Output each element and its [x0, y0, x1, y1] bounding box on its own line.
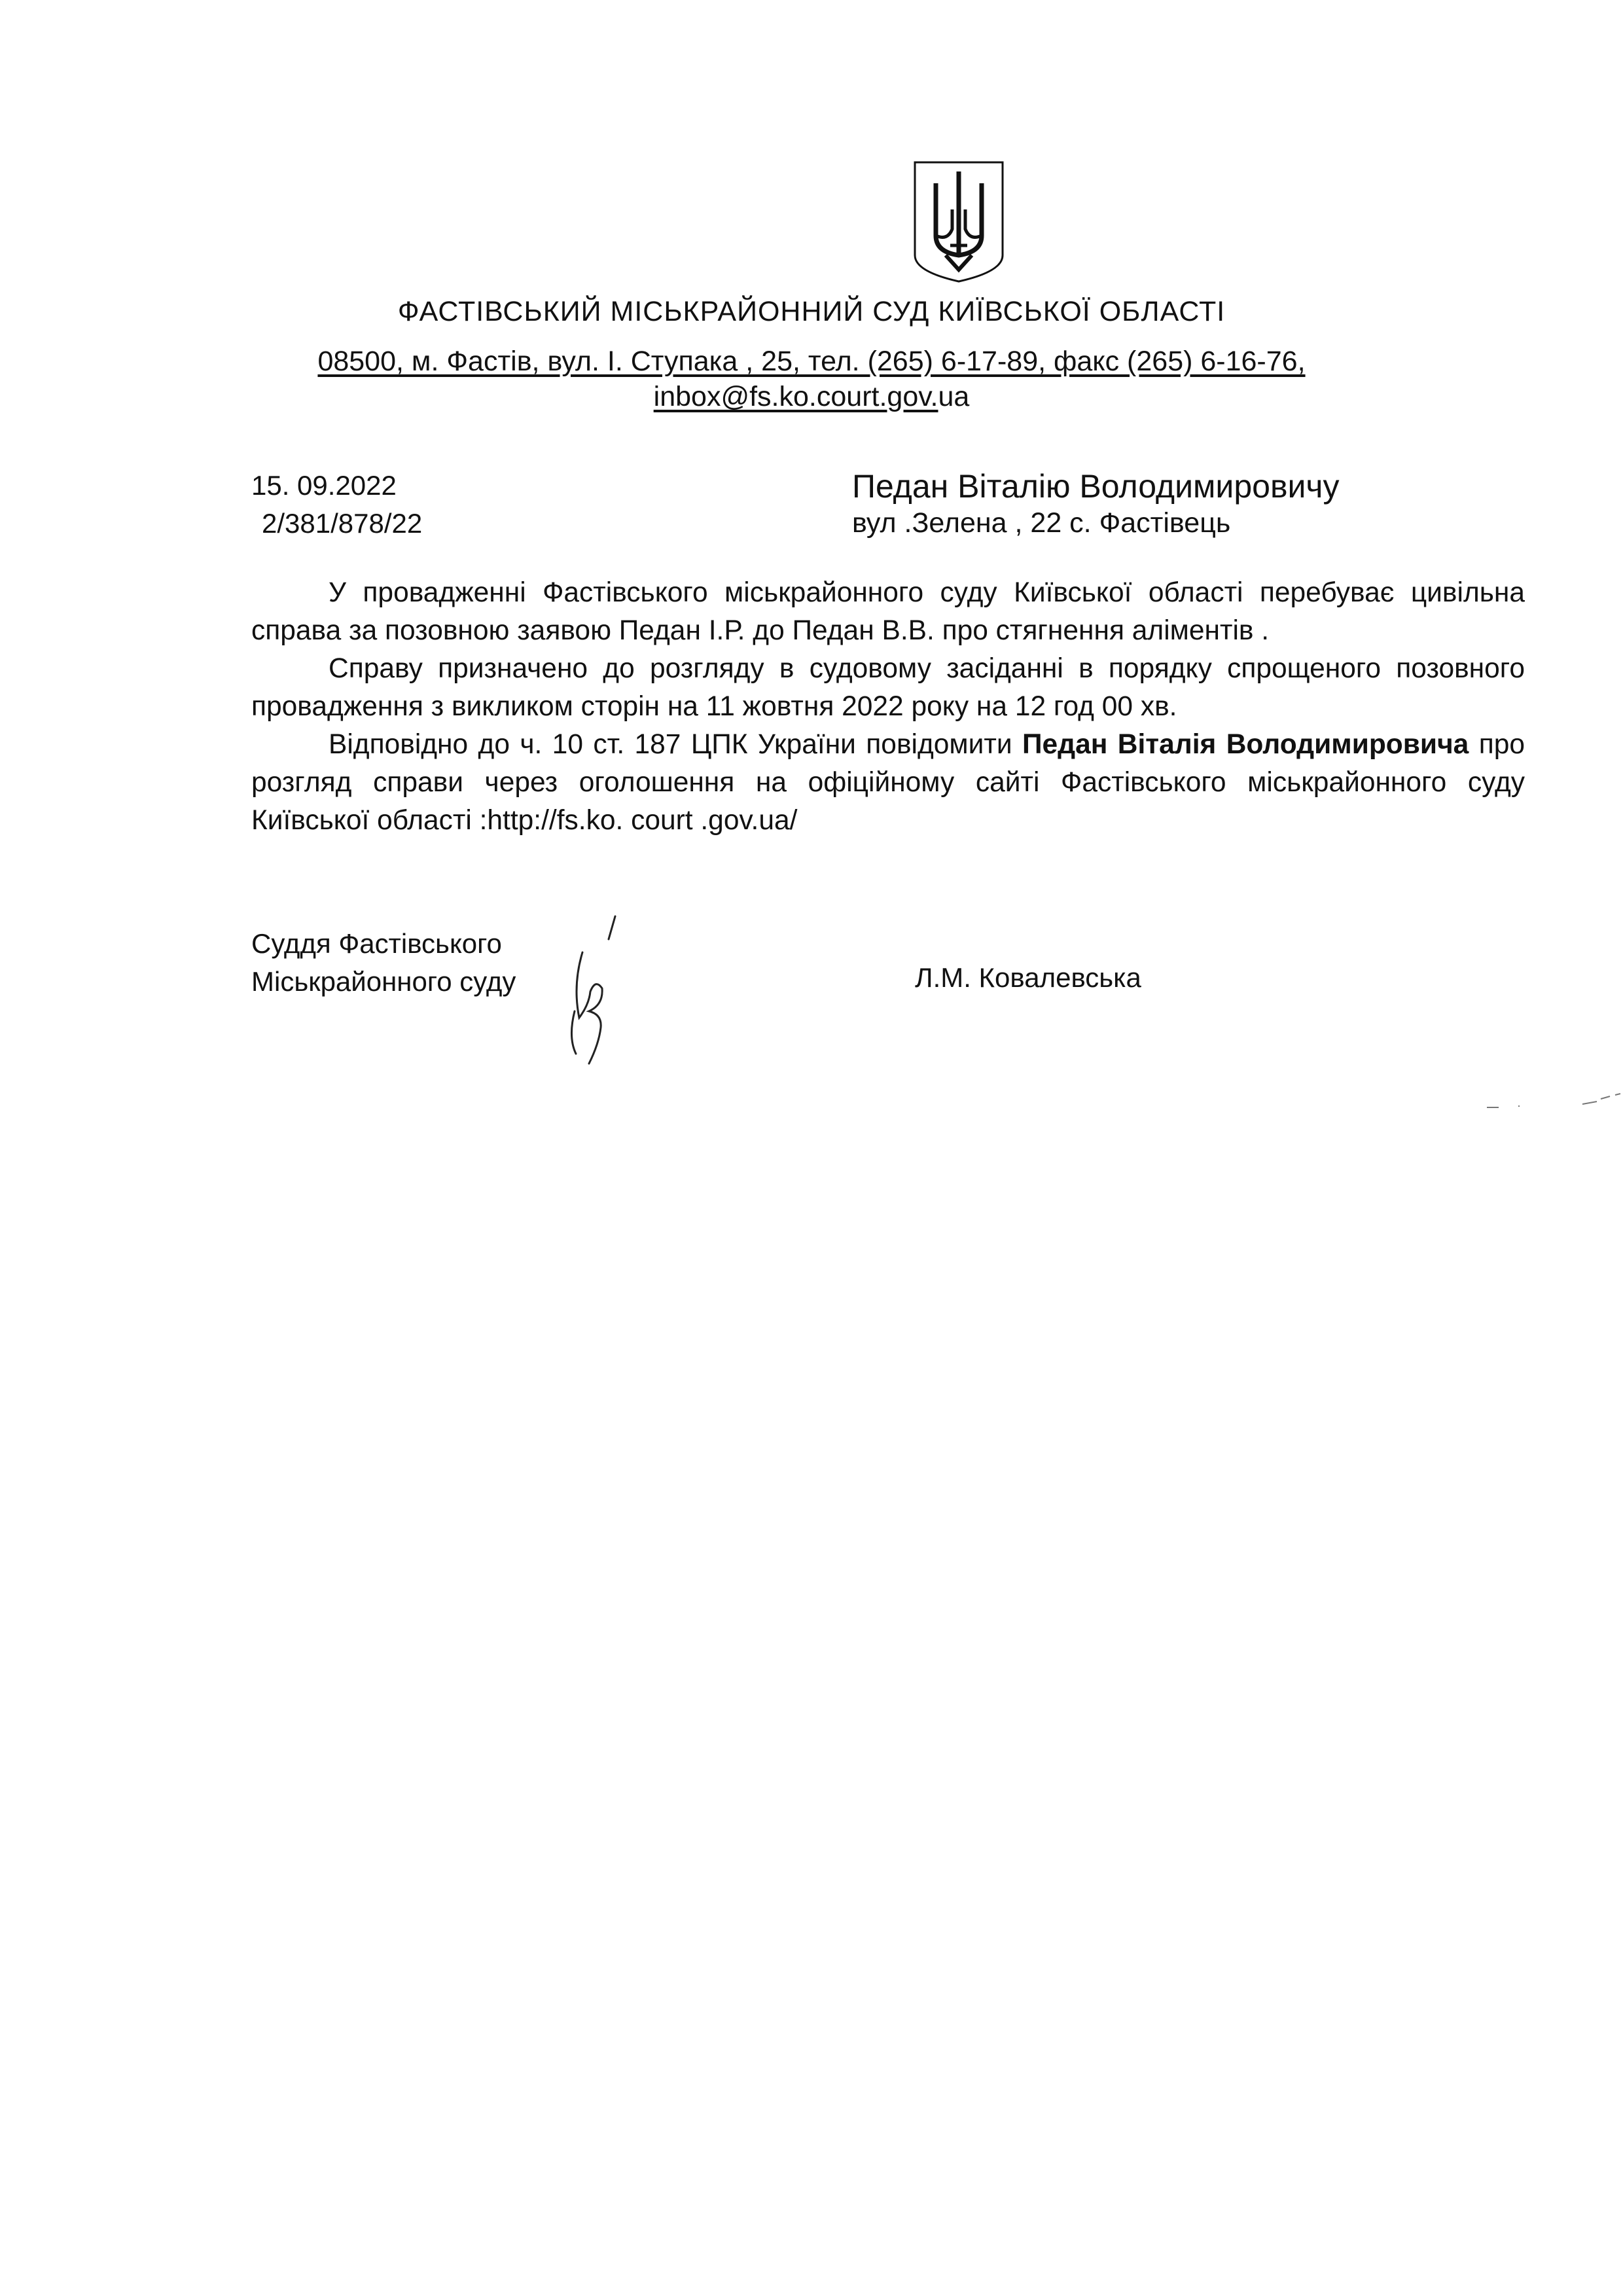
letter-body	[251, 574, 1525, 840]
judge-name: Л.М. Ковалевська	[915, 962, 1141, 993]
court-email-line	[0, 381, 1623, 413]
court-email-tail: ua	[938, 381, 970, 412]
handwritten-signature	[543, 913, 635, 1067]
trident-emblem-icon	[910, 157, 1008, 285]
court-address-line	[0, 346, 1623, 378]
court-address: 08500, м. Фастів, вул. І. Ступака , 25, тел. (265) 6-17-89, факс (265) 6-16-76,	[317, 346, 1306, 377]
document-date: 15. 09.2022	[251, 470, 397, 501]
signature-title-line-1: Суддя Фастівського	[251, 928, 502, 959]
signature-title-line-2: Міськрайонного суду	[251, 966, 516, 997]
court-email-link[interactable]: inbox@fs.ko.court.gov.	[653, 381, 938, 412]
recipient-name: Педан Віталію Володимировичу	[852, 468, 1340, 505]
court-name: ФАСТІВСЬКИЙ МІСЬКРАЙОННИЙ СУД КИЇВСЬКОЇ ОБЛАСТІ	[397, 296, 1226, 327]
scan-specks	[1433, 1090, 1623, 1116]
case-number: 2/381/878/22	[262, 508, 423, 539]
body-paragraph-3	[251, 726, 1525, 840]
paragraph-3-start: Відповідно до ч. 10 ст. 187 ЦПК України повідомити	[329, 729, 1022, 760]
paragraph-3-end: про розгляд справи через оголошення на офіційному сайті Фастівського міськрайонного суду Київської області :http://fs.ko. court .gov.ua/	[251, 729, 1525, 836]
signature-title	[251, 925, 516, 1001]
defendant-name-bold: Педан Віталія Володимировича	[1022, 729, 1469, 760]
body-paragraph-2: Справу призначено до розгляду в судовому засіданні в порядку спрощеного позовного провадження з викликом сторін на 11 жовтня 2022 року на 12 год 00 хв.	[251, 653, 1525, 722]
body-paragraph-1: У провадженні Фастівського міськрайонного суду Київської області перебуває цивільна справа за позовною заявою Педан І.Р. до Педан В.В. про стягнення аліментів .	[251, 577, 1525, 646]
recipient-address: вул .Зелена , 22 с. Фастівець	[852, 507, 1231, 539]
